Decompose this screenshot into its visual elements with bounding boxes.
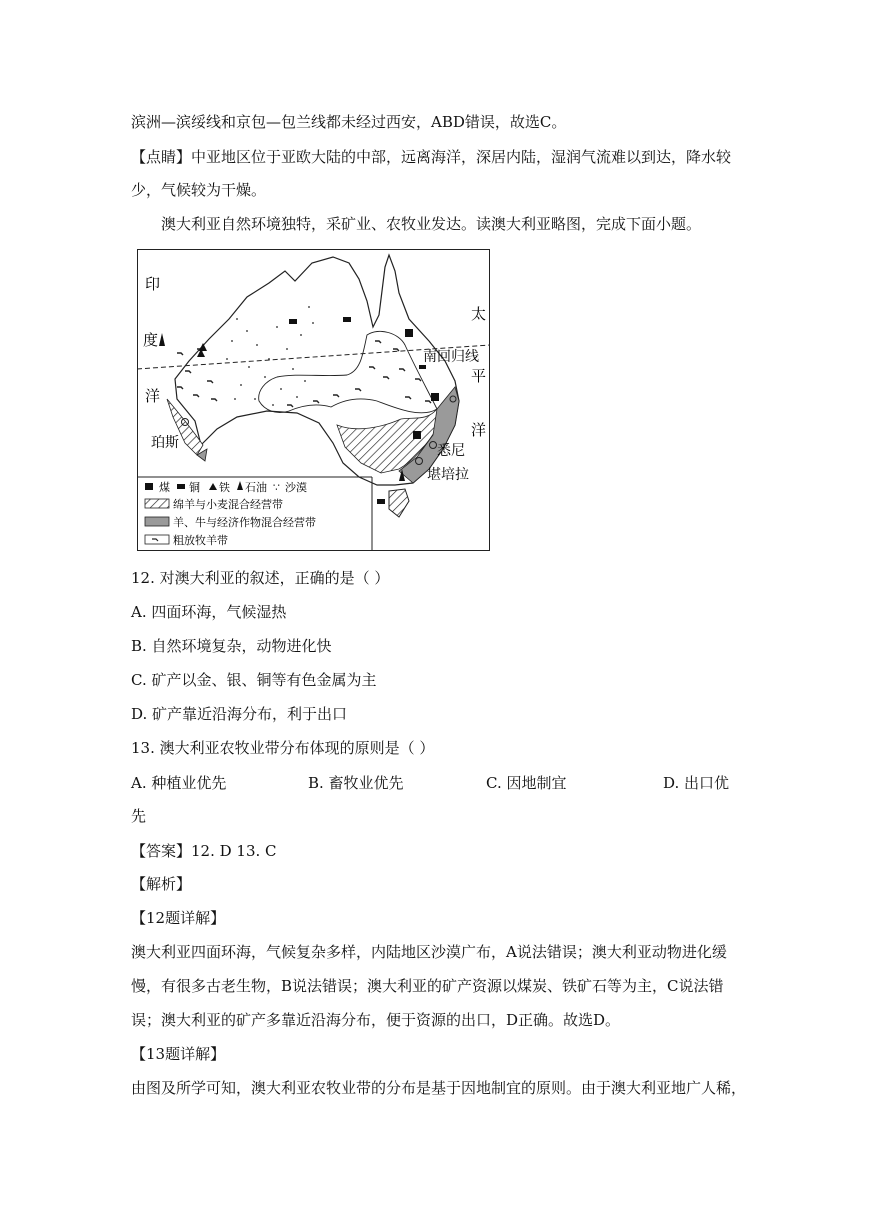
svg-text:沙漠: 沙漠 xyxy=(285,481,307,494)
city-label-perth: 珀斯 xyxy=(151,435,179,451)
svg-text:铁: 铁 xyxy=(219,481,230,494)
ocean-label-east: 平 xyxy=(471,367,487,385)
question-13-option-b: B. 畜牧业优先 xyxy=(308,774,404,792)
text-line: 澳大利亚自然环境独特，采矿业、农牧业发达。读澳大利亚略图，完成下面小题。 xyxy=(161,215,702,233)
detail-12-text: 误；澳大利亚的矿产多靠近沿海分布，便于资源的出口，D正确。故选D。 xyxy=(131,1011,621,1029)
svg-text:羊、牛与经济作物混合经营带: 羊、牛与经济作物混合经营带 xyxy=(173,516,316,529)
detail-12-text: 慢，有很多古老生物，B说法错误；澳大利亚的矿产资源以煤炭、铁矿石等为主，C说法错 xyxy=(131,977,724,995)
question-12-option-a: A. 四面环海，气候湿热 xyxy=(131,603,287,621)
detail-13-text: 由图及所学可知，澳大利亚农牧业带的分布是基于因地制宜的原则。由于澳大利亚地广人稀， xyxy=(131,1079,747,1097)
ocean-label-west: 洋 xyxy=(145,387,161,405)
answer-line: 【答案】12. D 13. C xyxy=(131,842,277,860)
city-label-canberra: 堪培拉 xyxy=(427,467,469,483)
question-13-option-d-wrap: 先 xyxy=(131,807,147,825)
question-13-stem: 13. 澳大利亚农牧业带分布体现的原则是（ ） xyxy=(131,739,435,757)
analysis-heading: 【解析】 xyxy=(131,875,192,893)
text-line: 少，气候较为干燥。 xyxy=(131,181,267,199)
svg-text:绵羊与小麦混合经营带: 绵羊与小麦混合经营带 xyxy=(173,498,283,511)
question-12-option-c: C. 矿产以金、银、铜等有色金属为主 xyxy=(131,671,377,689)
text-line: 滨洲—滨绥线和京包—包兰线都未经过西安，ABD错误，故选C。 xyxy=(131,113,567,131)
svg-text:粗放牧羊带: 粗放牧羊带 xyxy=(173,534,228,547)
detail-12-text: 澳大利亚四面环海，气候复杂多样，内陆地区沙漠广布，A说法错误；澳大利亚动物进化缓 xyxy=(131,943,727,961)
svg-text:煤: 煤 xyxy=(159,481,170,494)
text-line: 【点睛】中亚地区位于亚欧大陆的中部，远离海洋，深居内陆，湿润气流难以到达，降水较 xyxy=(131,148,732,166)
city-label-sydney: 悉尼 xyxy=(437,443,465,459)
detail-12-heading: 【12题详解】 xyxy=(131,909,226,927)
question-12-option-b: B. 自然环境复杂，动物进化快 xyxy=(131,637,332,655)
ocean-label-east: 洋 xyxy=(471,421,487,439)
question-13-option-c: C. 因地制宜 xyxy=(486,774,567,792)
ocean-label-east: 太 xyxy=(471,305,487,323)
australia-map xyxy=(137,249,490,551)
question-12-stem: 12. 对澳大利亚的叙述，正确的是（ ） xyxy=(131,569,390,587)
question-13-option-d: D. 出口优 xyxy=(663,774,730,792)
svg-text:石油: 石油 xyxy=(245,481,267,494)
ocean-label-west: 度 xyxy=(143,331,159,349)
ocean-label-west: 印 xyxy=(145,275,161,293)
detail-13-heading: 【13题详解】 xyxy=(131,1045,226,1063)
svg-text:∵: ∵ xyxy=(273,481,280,494)
svg-text:铜: 铜 xyxy=(189,481,200,494)
question-12-option-d: D. 矿产靠近沿海分布，利于出口 xyxy=(131,705,348,723)
tropic-label: 南回归线 xyxy=(423,349,479,365)
question-13-option-a: A. 种植业优先 xyxy=(131,774,227,792)
